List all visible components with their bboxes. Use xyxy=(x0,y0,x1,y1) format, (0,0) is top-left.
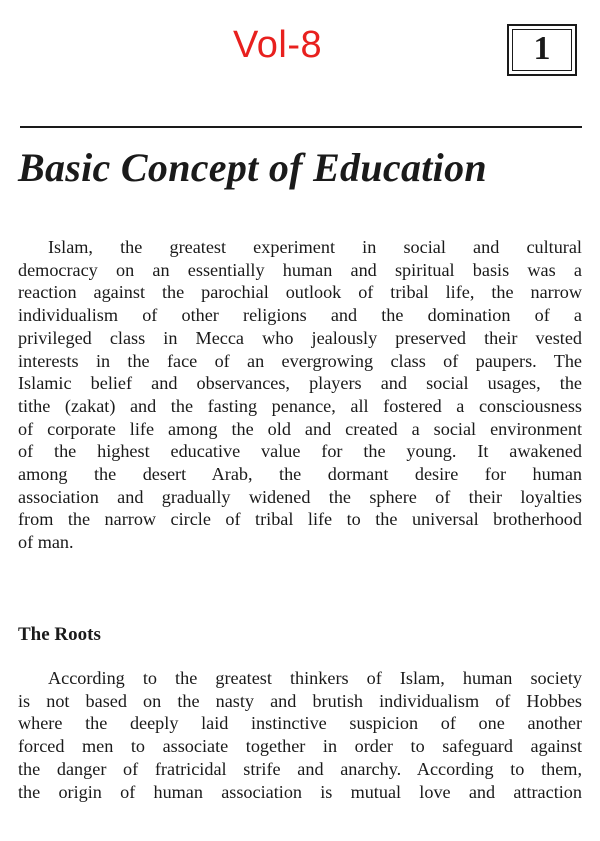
text-line: individualism of other religions and the domination of a xyxy=(18,305,582,326)
chapter-number-box xyxy=(507,24,577,76)
text-line: association and gradually widened the sphere of their loyalties xyxy=(18,486,582,507)
text-line: reaction against the parochial outlook of tribal life, the narrow xyxy=(18,282,582,303)
title-rule xyxy=(20,126,582,128)
text-line: of man. xyxy=(18,532,74,553)
text-line: According to the greatest thinkers of Islam, human society xyxy=(48,668,582,688)
volume-label: Vol-8 xyxy=(233,24,323,66)
text-line: among the desert Arab, the dormant desire for human xyxy=(18,464,582,485)
text-line: the danger of fratricidal strife and anarchy. According to them, xyxy=(18,758,582,779)
section-heading: The Roots xyxy=(18,624,101,645)
text-line: interests in the face of an evergrowing class of paupers. The xyxy=(18,350,582,371)
text-line: Islamic belief and observances, players and social usages, the xyxy=(18,373,582,394)
paragraph-2 xyxy=(18,667,582,803)
text-line: tithe (zakat) and the fasting penance, all fostered a consciousness xyxy=(18,395,582,416)
text-line: of the highest educative value for the young. It awakened xyxy=(18,441,582,462)
text-line: privileged class in Mecca who jealously preserved their vested xyxy=(18,327,582,348)
text-line: the origin of human association is mutual love and attraction xyxy=(18,781,582,802)
text-line: from the narrow circle of tribal life to the universal brotherhood xyxy=(18,509,582,530)
text-line: of corporate life among the old and created a social environment xyxy=(18,418,582,439)
text-line: is not based on the nasty and brutish individualism of Hobbes xyxy=(18,690,582,711)
text-line: Islam, the greatest experiment in social and cultural xyxy=(48,237,582,257)
chapter-title: Basic Concept of Education xyxy=(18,145,487,190)
text-line: where the deeply laid instinctive suspicion of one another xyxy=(18,713,582,734)
text-line: democracy on an essentially human and spiritual basis was a xyxy=(18,259,582,280)
paragraph-1 xyxy=(18,236,582,554)
chapter-number: 1 xyxy=(533,30,551,67)
text-line: forced men to associate together in order to safeguard against xyxy=(18,736,582,757)
